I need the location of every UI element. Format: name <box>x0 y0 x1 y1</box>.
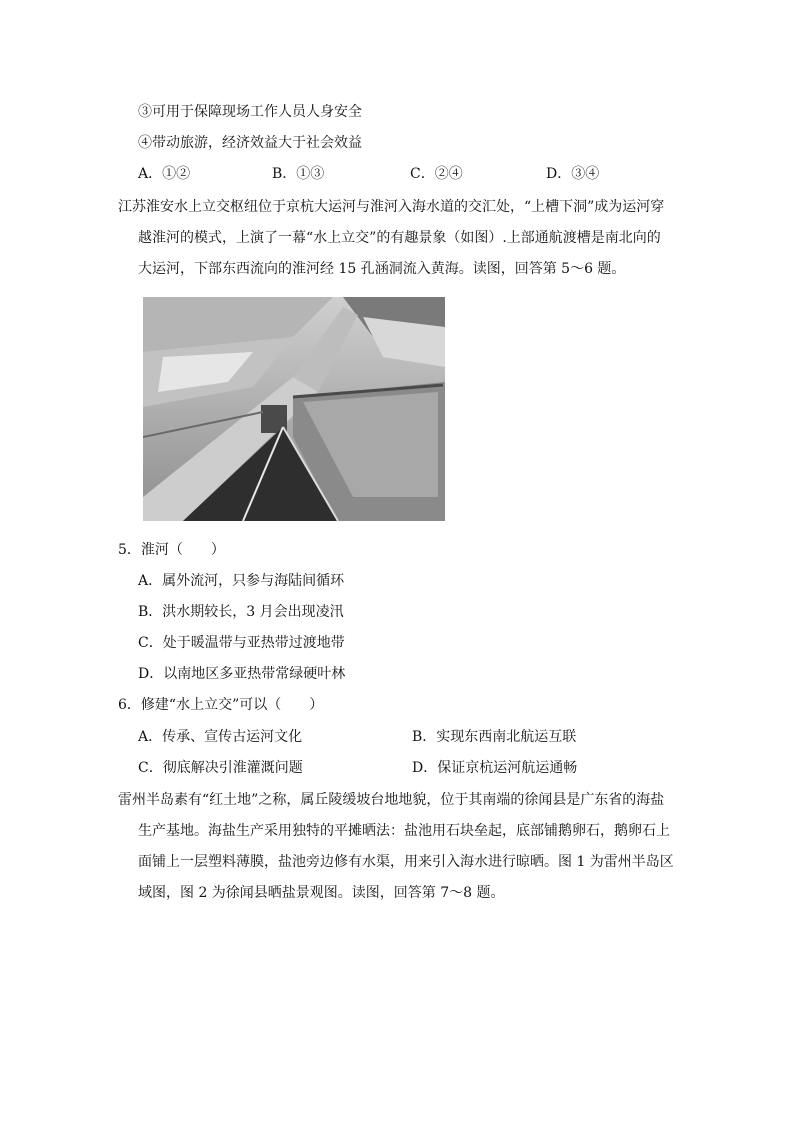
passage1-line-1: 江苏淮安水上立交枢纽位于京杭大运河与淮河入海水道的交汇处，“上槽下洞”成为运河穿 <box>118 199 665 215</box>
q5-stem: 5．淮河（ ） <box>118 542 225 558</box>
q6-stem: 6．修建“水上立交”可以（ ） <box>118 697 324 713</box>
passage1-line-2: 越淮河的模式，上演了一幕“水上立交”的有趣景象（如图）.上部通航渡槽是南北向的 <box>138 230 661 246</box>
water-overpass-photo <box>143 297 445 521</box>
q4-option-b: B．①③ <box>272 166 325 182</box>
passage2-line-4: 域图，图 2 为徐闻县晒盐景观图。读图，回答第 7～8 题。 <box>138 885 505 901</box>
q6-option-c: C．彻底解决引淮灌溉问题 <box>138 760 303 776</box>
q4-item-4: ④带动旅游，经济效益大于社会效益 <box>138 135 362 151</box>
q5-option-d: D．以南地区多亚热带常绿硬叶林 <box>138 666 346 682</box>
q4-option-c: C．②④ <box>410 166 463 182</box>
q6-option-d: D．保证京杭运河航运通畅 <box>412 760 578 776</box>
passage2-line-3: 面铺上一层塑料薄膜，盐池旁边修有水渠，用来引入海水进行晾晒。图 1 为雷州半岛区 <box>138 854 674 870</box>
passage1-line-3: 大运河，下部东西流向的淮河经 15 孔涵洞流入黄海。读图，回答第 5～6 题。 <box>138 261 626 277</box>
q4-item-3: ③可用于保障现场工作人员人身安全 <box>138 104 362 120</box>
q4-option-d: D．③④ <box>546 166 600 182</box>
q5-option-c: C．处于暖温带与亚热带过渡地带 <box>138 635 345 651</box>
q6-option-b: B．实现东西南北航运互联 <box>412 729 577 745</box>
q4-option-a: A．①② <box>138 166 191 182</box>
passage2-line-2: 生产基地。海盐生产采用独特的平摊晒法：盐池用石块垒起，底部铺鹅卵石，鹅卵石上 <box>138 823 670 839</box>
passage2-line-1: 雷州半岛素有“红土地”之称，属丘陵缓坡台地地貌，位于其南端的徐闻县是广东省的海盐 <box>118 792 665 808</box>
q5-option-b: B．洪水期较长，3 月会出现凌汛 <box>138 604 344 620</box>
q6-option-a: A．传承、宣传古运河文化 <box>138 729 303 745</box>
q5-option-a: A．属外流河，只参与海陆间循环 <box>138 573 345 589</box>
